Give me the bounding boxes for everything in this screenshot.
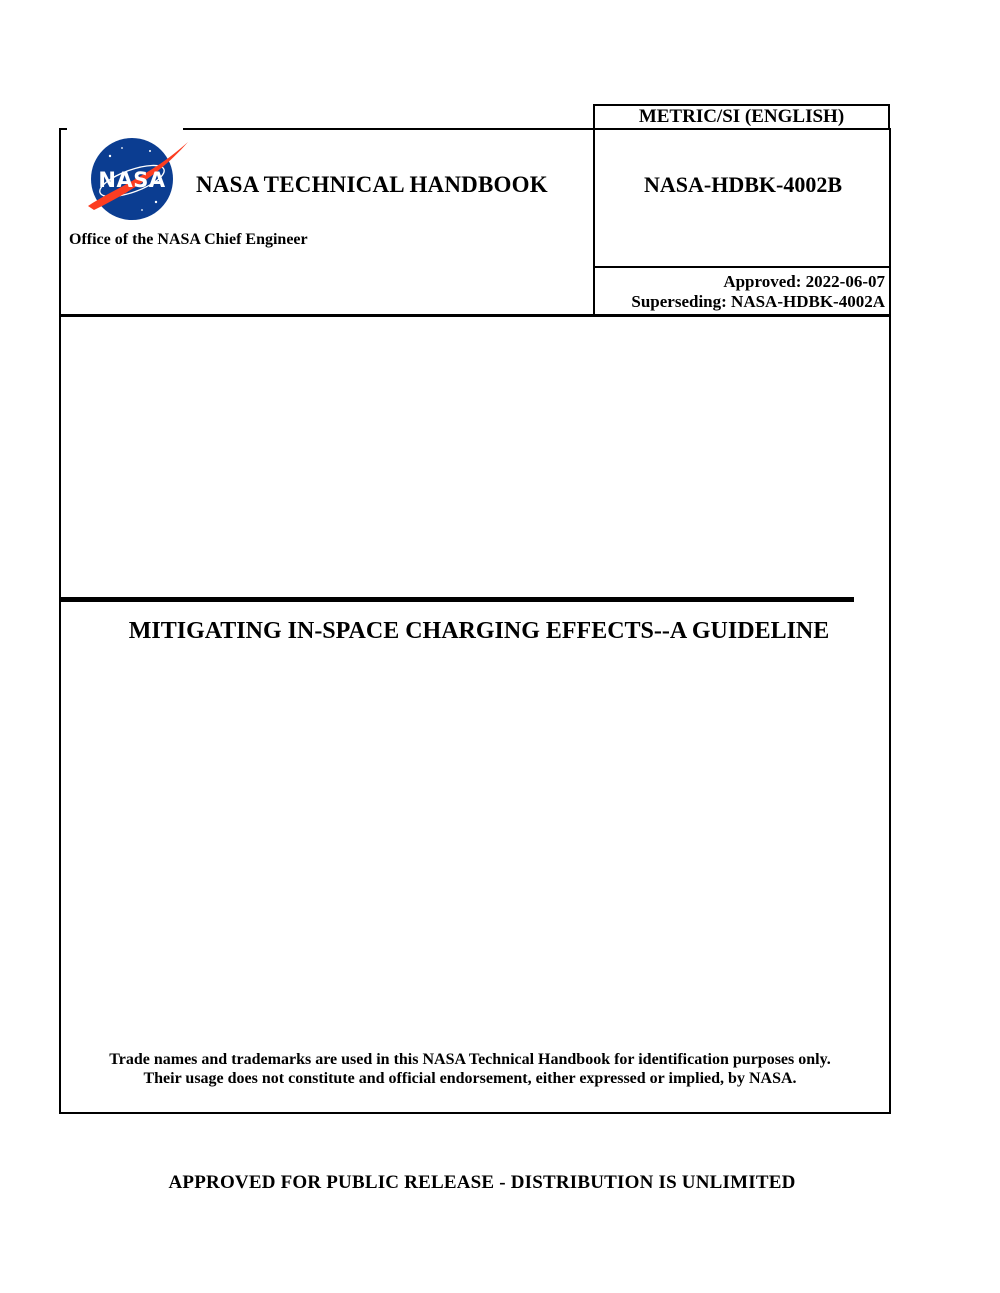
trademark-disclaimer-line-2: Their usage does not constitute and official endorsement, either expressed or implied, by NASA.: [143, 1070, 797, 1087]
nasa-meatball-icon: [80, 136, 190, 222]
header-right-divider: [593, 266, 891, 268]
document-number: NASA-HDBK-4002B: [643, 172, 842, 197]
distribution-statement: APPROVED FOR PUBLIC RELEASE - DISTRIBUTION IS UNLIMITED: [168, 1172, 796, 1193]
svg-text:NASA: NASA: [98, 168, 166, 192]
header-bottom-divider: [59, 314, 891, 317]
measurement-system-label: METRIC/SI (ENGLISH): [593, 104, 890, 128]
frame-top-border: [183, 128, 891, 130]
frame-corner-tick: [59, 128, 67, 130]
document-title: MITIGATING IN-SPACE CHARGING EFFECTS--A GUIDELINE: [128, 618, 830, 644]
superseded-document: Superseding: NASA-HDBK-4002A: [631, 292, 885, 311]
issuing-office: Office of the NASA Chief Engineer: [69, 231, 308, 248]
handbook-type-title: NASA TECHNICAL HANDBOOK: [196, 172, 548, 197]
approval-date: Approved: 2022-06-07: [723, 272, 885, 291]
trademark-disclaimer-line-1: Trade names and trademarks are used in this NASA Technical Handbook for identification purposes only.: [109, 1051, 831, 1068]
title-rule: [59, 597, 854, 602]
nasa-logo: [80, 136, 190, 222]
